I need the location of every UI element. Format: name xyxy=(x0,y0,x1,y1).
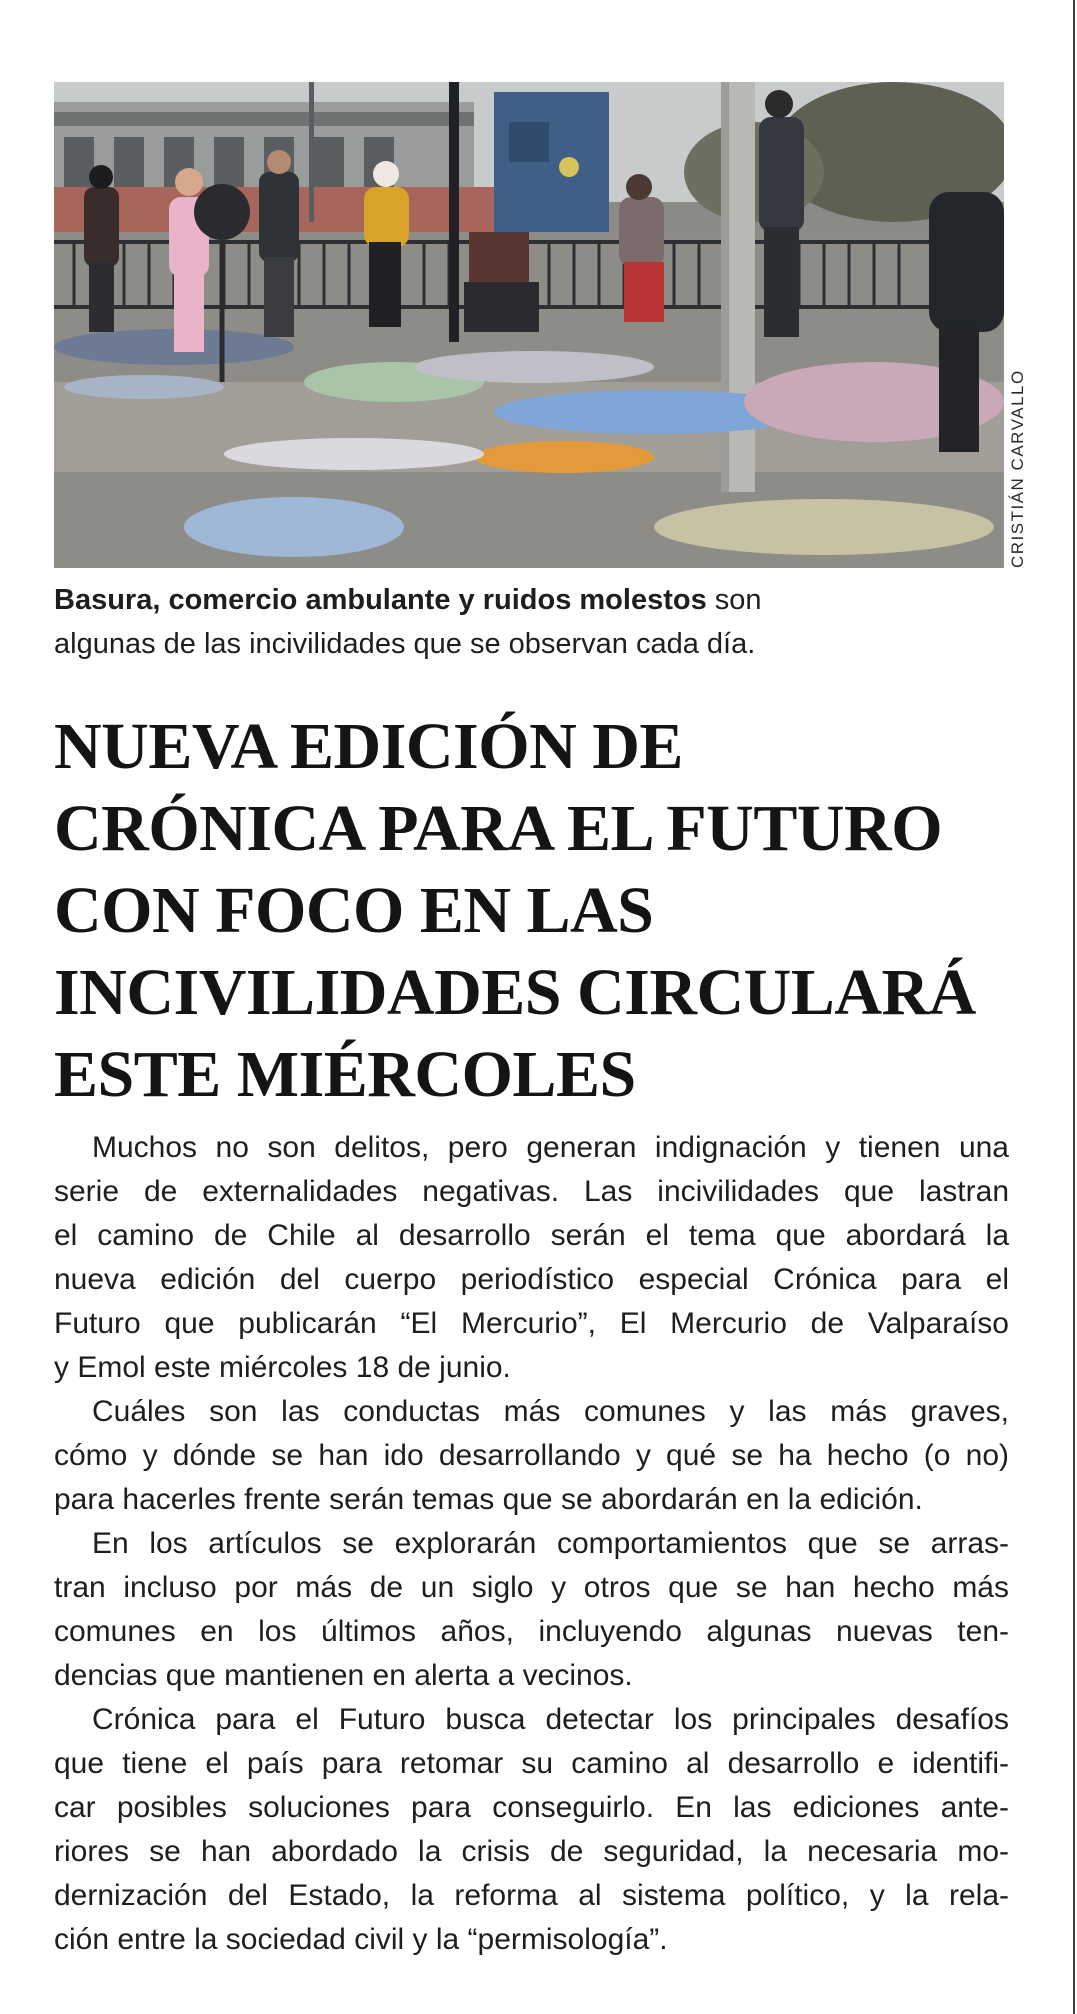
paragraph-3 xyxy=(54,1522,1009,1698)
body-line: serie de externalidades negativas. Las incivilidades que lastran xyxy=(54,1175,1009,1208)
headline-line: NUEVA EDICIÓN DE xyxy=(54,710,683,783)
body-line: cómo y dónde se han ido desarrollando y qué se ha hecho (o no) xyxy=(54,1439,1009,1472)
photo-credit: CRISTIÁN CARVALLO xyxy=(1008,369,1027,568)
headline-line: ESTE MIÉRCOLES xyxy=(54,1038,636,1111)
body-line: dencias que mantienen en alerta a vecinos. xyxy=(54,1659,633,1692)
body-line: dernización del Estado, la reforma al sistema político, y la rela- xyxy=(54,1879,1009,1912)
article-headline xyxy=(54,706,1044,1116)
headline-line: CON FOCO EN LAS xyxy=(54,874,654,947)
body-line: riores se han abordado la crisis de seguridad, la necesaria mo- xyxy=(54,1835,1009,1868)
body-line: ción entre la sociedad civil y la “permisología”. xyxy=(54,1923,668,1956)
body-line: nueva edición del cuerpo periodístico especial Crónica para el xyxy=(54,1263,1009,1296)
street-market-illustration xyxy=(54,82,1004,568)
body-line: Futuro que publicarán “El Mercurio”, El Mercurio de Valparaíso xyxy=(54,1307,1009,1340)
body-line: comunes en los últimos años, incluyendo algunas nuevas ten- xyxy=(54,1615,1009,1648)
headline-line: CRÓNICA PARA EL FUTURO xyxy=(54,792,943,865)
body-line: el camino de Chile al desarrollo serán el tema que abordará la xyxy=(54,1219,1009,1252)
body-line: y Emol este miércoles 18 de junio. xyxy=(54,1351,511,1384)
news-photo xyxy=(54,82,1004,568)
body-line: Crónica para el Futuro busca detectar los principales desafíos xyxy=(92,1703,1009,1736)
caption-bold-lead: Basura, comercio ambulante y ruidos molestos xyxy=(54,584,707,616)
caption-rest-line1: son xyxy=(706,584,762,616)
caption-line2: algunas de las incivilidades que se observan cada día. xyxy=(54,628,756,660)
headline-line: INCIVILIDADES CIRCULARÁ xyxy=(54,956,976,1029)
body-line: car posibles soluciones para conseguirlo. En las ediciones ante- xyxy=(54,1791,1009,1824)
photo-caption xyxy=(54,578,1014,666)
page-edge-rule xyxy=(1073,0,1075,2014)
body-line: En los artículos se explorarán comportamientos que se arras- xyxy=(92,1527,1009,1560)
paragraph-4 xyxy=(54,1698,1009,1962)
body-line: que tiene el país para retomar su camino al desarrollo e identifi- xyxy=(54,1747,1009,1780)
paragraph-1 xyxy=(54,1126,1009,1390)
article-body xyxy=(54,1126,1009,1962)
body-line: Cuáles son las conductas más comunes y las más graves, xyxy=(92,1395,1009,1428)
paragraph-2 xyxy=(54,1390,1009,1522)
body-line: para hacerles frente serán temas que se abordarán en la edición. xyxy=(54,1483,923,1516)
body-line: tran incluso por más de un siglo y otros que se han hecho más xyxy=(54,1571,1009,1604)
body-line: Muchos no son delitos, pero generan indignación y tienen una xyxy=(92,1131,1009,1164)
